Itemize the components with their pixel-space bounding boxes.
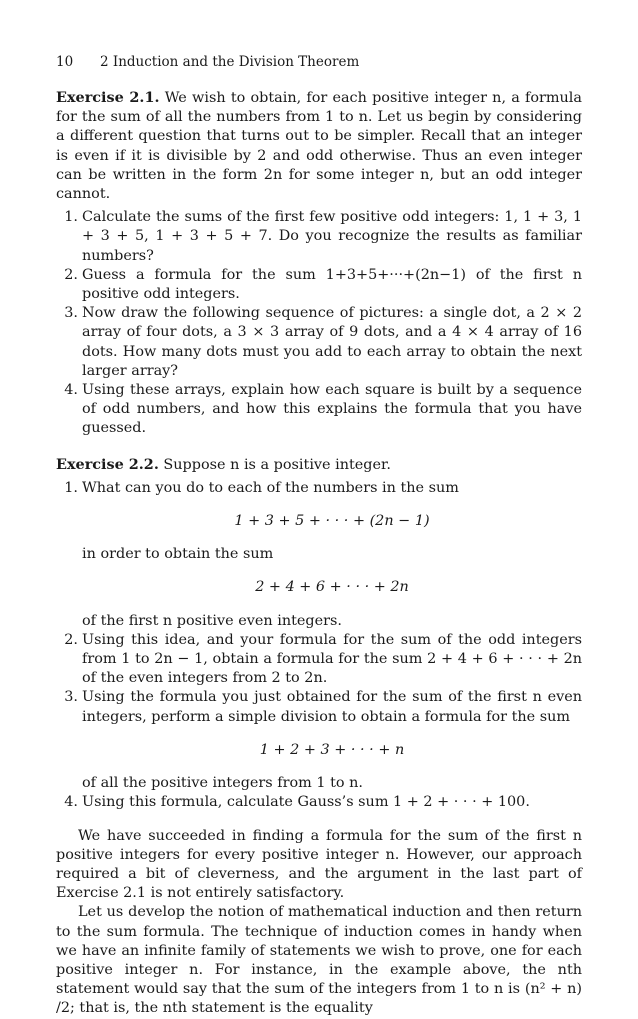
list-item: 3. Now draw the following sequence of pictures: a single dot, a 2 × 2 array of four dots, a 3 × 3 array of 9 dots, and a 4 × 4 array of 16 dots. How many dots must you add to each array to obtain the next larger array? — [64, 305, 582, 379]
exercise-2-1-title: Exercise 2.1. — [56, 89, 160, 106]
list-item: 4. Using these arrays, explain how each square is built by a sequence of odd numbers, and how this explains the formula that you have guessed. — [64, 382, 582, 437]
paragraph: Let us develop the notion of mathematical induction and then return to the sum formula. The technique of induction comes in handy when we have an infinite family of statements we wish to prove, one for each positive integer n. For instance, in the example above, the nth statement would say that the sum of the integers from 1 to n is (n² + n) /2; that is, the nth statement is the equality — [56, 904, 582, 1017]
exercise-2-2-title: Exercise 2.2. — [56, 455, 159, 473]
list-item: 4. Using this formula, calculate Gauss’s sum 1 + 2 + · · · + 100. — [64, 794, 530, 811]
exercise-2-2 — [56, 455, 582, 813]
list-item: 1. Calculate the sums of the first few positive odd integers: 1, 1 + 3, 1 + 3 + 5, 1 + 3 + 5 + 7. Do you recognize the results as familiar numbers? — [64, 209, 582, 264]
exercise-2-2-text: Suppose n is a positive integer. — [163, 456, 391, 473]
list-item: 2. Using this idea, and your formula for the sum of the odd integers from 1 to 2n − 1, obtain a formula for the sum 2 + 4 + 6 + · · · + 2n of the even integers from 2 to 2n. — [64, 631, 582, 687]
page-number: 10 — [56, 54, 74, 70]
list-item: 1. What can you do to each of the numbers in the sum 1 + 3 + 5 + · · · + (2n − 1) in order to obtain the sum 2 + 4 + 6 + · · · + 2n of the first n positive even integers. — [56, 479, 582, 631]
running-title: 2 Induction and the Division Theorem — [100, 54, 360, 70]
exercise-2-1 — [56, 88, 582, 439]
exercise-2-1-intro — [56, 88, 582, 204]
page — [56, 52, 582, 1019]
paragraph: We have succeeded in finding a formula for the sum of the first n positive integers for every positive integer n. However, our approach required a bit of cleverness, and the argument in the last part of Exercise 2.1 is not entirely satisfactory. — [56, 827, 582, 902]
exercise-2-1-list — [56, 208, 582, 438]
list-item: 2. Guess a formula for the sum 1+3+5+···+(2n−1) of the first n positive odd integers. — [64, 266, 582, 303]
list-item: 3. Using the formula you just obtained for the sum of the first n even integers, perform a simple division to obtain a formula for the sum 1 + 2 + 3 + · · · + n of all the positive integers from 1 to n. — [64, 689, 582, 792]
running-header — [56, 52, 582, 72]
display-equation: 1 + 2 + 3 + · · · + n — [259, 741, 405, 758]
display-equation: 1 + 3 + 5 + · · · + (2n − 1) — [234, 513, 430, 530]
body-text — [56, 827, 582, 1019]
exercise-2-1-text: We wish to obtain, for each positive integer n, a formula for the sum of all the numbers from 1 to n. Let us begin by considering a different question that turns out to be simpler. Recall that an integer is even if it is divisible by 2 and odd otherwise. Thus an even integer can be written in the form 2n for some integer n, but an odd integer cannot. — [56, 90, 582, 203]
exercise-2-2-list — [56, 479, 582, 813]
display-equation: 2 + 4 + 6 + · · · + 2n — [255, 579, 409, 596]
exercise-2-2-intro — [56, 455, 582, 475]
